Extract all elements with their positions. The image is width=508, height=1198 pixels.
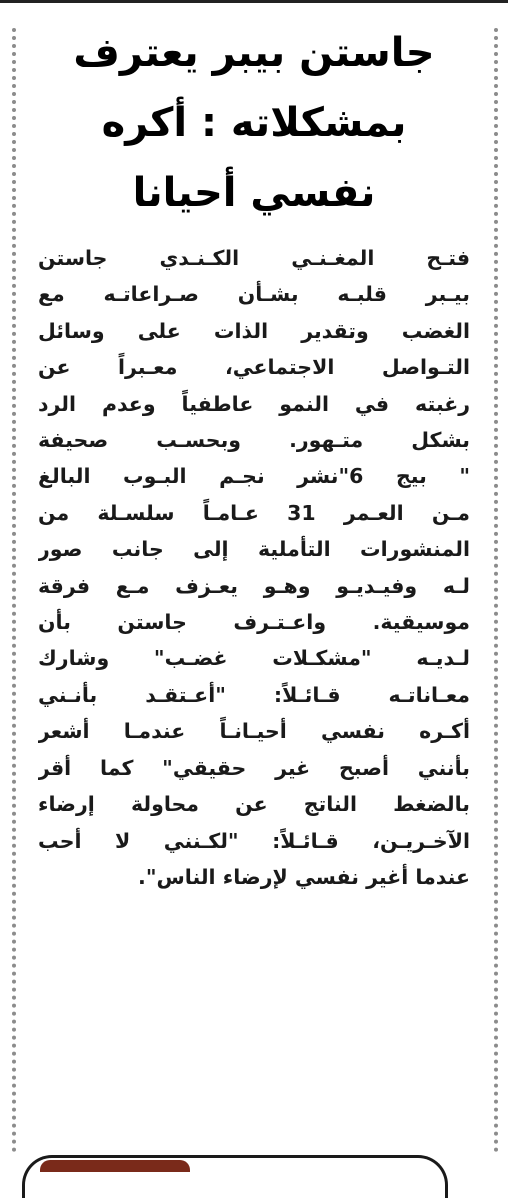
news-article (38, 18, 470, 895)
right-dotted-border (494, 28, 498, 1153)
article-body (38, 240, 470, 895)
article-body-line: موسيقية. واعـتـرف جاستن بأن (38, 610, 470, 635)
article-body-line: معـاناتـه قـائـلاً: "أعـتقـد بأنـني (38, 682, 470, 707)
article-body-line: بالضغط الناتج عن محاولة إرضاء (38, 792, 470, 817)
article-body-line: " بيج 6"نشر نجـم البـوب البالغ (38, 464, 470, 489)
top-rule (0, 0, 508, 3)
left-dotted-border (12, 28, 16, 1153)
article-body-line: لـه وفيـديـو وهـو يعـزف مـع فرقة (38, 573, 470, 598)
article-body-line: بشكل متـهور. وبحسـب صحيفة (38, 428, 470, 453)
headline-line-1: جاستن بيبر يعترف (73, 30, 435, 76)
article-body-line: لـديـه "مشكـلات غضـب" وشارك (38, 646, 470, 671)
article-body-line: الغضب وتقدير الذات على وسائل (38, 318, 470, 343)
headline-line-2: بمشكلاته : أكره نفسي أحيانا (101, 100, 407, 216)
article-body-line: مـن العـمر 31 عـامـاً سلسـلة من (38, 500, 470, 525)
next-section-accent (40, 1160, 190, 1172)
article-body-line: بأنني أصبح غير حقيقي" كما أقر (38, 755, 470, 780)
article-body-line: فتـح المغـنـي الكـنـدي جاستن (38, 246, 470, 270)
article-body-line: بيـبر قلبـه بشـأن صـراعاتـه مع (38, 282, 470, 307)
article-body-line: عندما أغير نفسي لإرضاء الناس". (138, 864, 470, 889)
article-body-line: المنشورات التأملية إلى جانب صور (38, 537, 470, 562)
article-body-line: التـواصل الاجتماعي، معـبراً عن (38, 355, 470, 380)
article-body-line: رغبته في النمو عاطفياً وعدم الرد (38, 391, 470, 416)
article-body-line: أكـره نفسي أحيـانـاً عندمـا أشعر (38, 719, 470, 744)
article-body-line: الآخـريـن، قـائـلاً: "لكـنني لا أحب (38, 828, 470, 853)
